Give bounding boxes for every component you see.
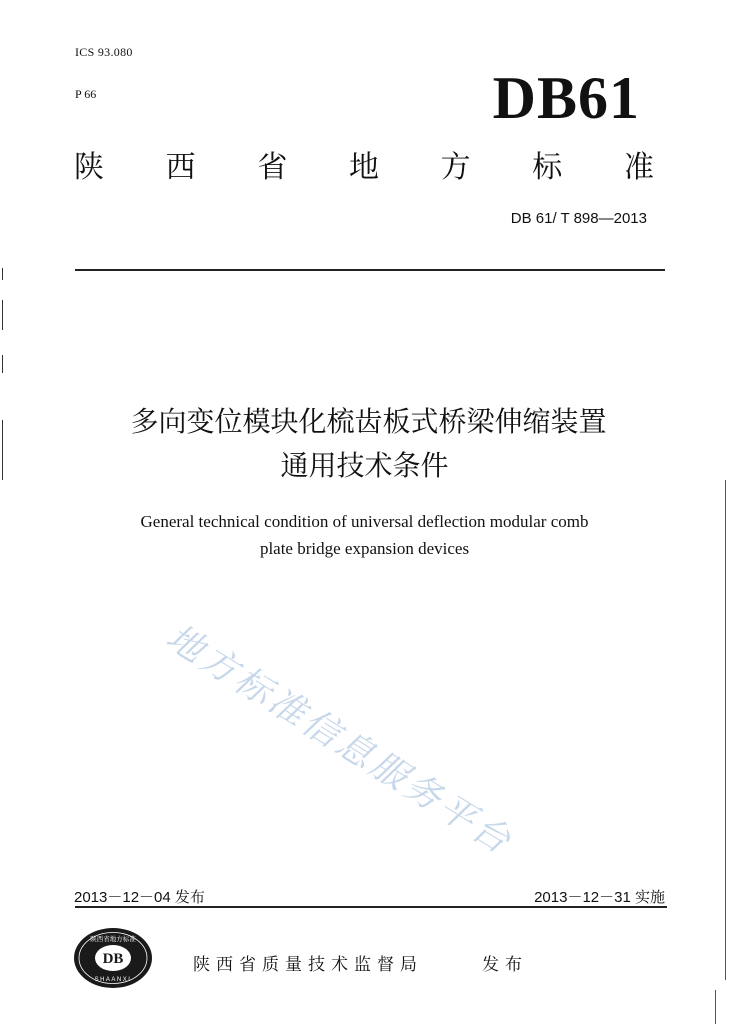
standard-type xyxy=(74,150,654,185)
watermark: 地方标准信息服务平台 xyxy=(159,616,520,864)
header-divider xyxy=(75,269,665,271)
standard-type-char: 省 xyxy=(257,150,288,185)
title-en-line2: plate bridge expansion devices xyxy=(259,539,470,558)
issuing-authority: 陕西省质量技术监督局 xyxy=(193,955,423,975)
scan-edge-mark xyxy=(715,990,716,1024)
scan-edge-mark xyxy=(2,420,3,480)
footer-divider xyxy=(75,906,667,908)
standard-type-char: 地 xyxy=(348,150,379,185)
ics-code: ICS 93.080 xyxy=(75,45,133,59)
seal-bottom-text: SHAANXI xyxy=(94,977,132,983)
seal-center-text: DB xyxy=(102,951,124,967)
scan-edge-mark xyxy=(2,355,3,373)
implementation-date: 2013－12－31 实施 xyxy=(534,889,665,906)
title-cn-line1: 多向变位模块化梳齿板式桥梁伸缩装置 xyxy=(130,405,607,438)
standard-type-char: 西 xyxy=(165,150,196,185)
issue-date: 2013－12－04 发布 xyxy=(74,889,205,906)
scan-edge-mark xyxy=(2,300,3,330)
seal-ring-text: 陕西省地方标准 xyxy=(90,935,136,943)
standard-number: DB 61/ T 898—2013 xyxy=(510,210,647,227)
scan-edge-mark xyxy=(725,480,726,980)
standard-type-char: 陕 xyxy=(74,150,104,185)
ccs-code: P 66 xyxy=(75,87,97,101)
title-cn-line2: 通用技术条件 xyxy=(280,449,449,482)
standard-type-char: 标 xyxy=(532,150,563,185)
title-en-line1: General technical condition of universal deflection modular comb xyxy=(140,512,589,531)
standard-type-char: 准 xyxy=(623,150,654,185)
standard-type-char: 方 xyxy=(440,150,471,185)
publish-label: 发布 xyxy=(482,955,528,975)
standard-code: DB61 xyxy=(492,65,640,131)
scan-edge-mark xyxy=(2,268,3,280)
issuer-seal xyxy=(72,926,154,990)
